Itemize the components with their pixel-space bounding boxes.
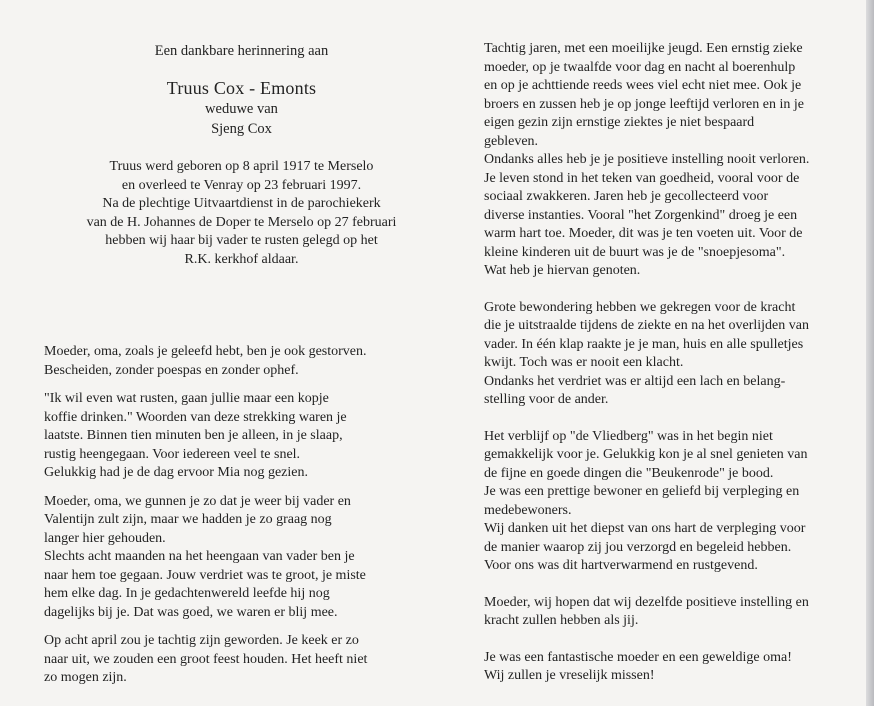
text-line: Tachtig jaren, met een moeilijke jeugd. Een ernstig zieke — [484, 41, 803, 56]
left-paragraph — [44, 632, 439, 688]
text-line: Bescheiden, zonder poespas en zonder ophef. — [44, 362, 299, 378]
bio-line: Na de plechtige Uitvaartdienst in de parochiekerk — [102, 196, 381, 211]
text-line: Je leven stond in het teken van goedheid, vooral voor de — [484, 170, 800, 186]
text-line: naar hem toe gegaan. Jouw verdriet was te groot, je miste — [44, 567, 366, 583]
text-line: zo mogen zijn. — [44, 670, 127, 685]
text-line: Moeder, oma, zoals je geleefd hebt, ben je ook gestorven. — [44, 344, 367, 359]
text-line: Je was een fantastische moeder en een geweldige oma! — [484, 649, 792, 665]
text-line: dagelijks bij je. Dat was goed, we waren er blij mee. — [44, 604, 338, 620]
text-line: diverse instanties. Vooral "het Zorgenkind" droeg je een — [484, 207, 798, 223]
text-line: Wij danken uit het diepst van ons hart de verpleging voor — [484, 521, 806, 536]
right-paragraph — [484, 299, 839, 410]
text-line: koffie drinken." Woorden van deze strekking waren je — [44, 409, 347, 425]
bio-line: R.K. kerkhof aldaar. — [184, 251, 299, 267]
text-line: sociaal zwakkeren. Jaren heb je gecollecteerd voor — [484, 189, 769, 204]
text-line: broers en zussen heb je op jonge leeftijd verloren en in je — [484, 96, 804, 112]
text-line: Voor ons was dit hartverwarmend en rustgevend. — [484, 558, 758, 573]
text-line: Grote bewondering hebben we gekregen voor de kracht — [484, 299, 796, 315]
left-paragraph — [44, 390, 439, 483]
text-line: de fijne en goede dingen die "Beukenrode" je bood. — [484, 465, 774, 481]
text-line: kwijt. Toch was er nooit een klacht. — [484, 355, 684, 370]
text-line: die je uitstraalde tijdens de ziekte en na het overlijden van — [484, 318, 809, 333]
text-line: gemakkelijk voor je. Gelukkig kon je al snel genieten van — [484, 447, 808, 462]
text-line: kleine kinderen uit de buurt was je de "snoepjesoma". — [484, 244, 786, 260]
text-line: naar uit, we zouden een groot feest houden. Het heeft niet — [44, 651, 368, 667]
text-line: de manier waarop zij jou verzorgd en begeleid hebben. — [484, 539, 792, 555]
text-line: hem elke dag. In je gedachtenwereld leefde hij nog — [44, 586, 330, 601]
text-line: Moeder, wij hopen dat wij dezelfde positieve instelling en — [484, 594, 809, 610]
left-paragraph — [44, 343, 439, 380]
text-line: en op je achttiende reeds wees viel echt niet mee. Ook je — [484, 78, 802, 93]
intro-line: Een dankbare herinnering aan — [154, 43, 329, 59]
text-line: Moeder, oma, we gunnen je zo dat je weer bij vader en — [44, 493, 351, 509]
bio-line: Truus werd geboren op 8 april 1917 te Merselo — [109, 159, 374, 174]
text-line: Op acht april zou je tachtig zijn geworden. Je keek er zo — [44, 633, 359, 648]
text-line: eigen gezin zijn ernstige ziektes je niet bespaard — [484, 115, 755, 130]
text-line: "Ik wil even wat rusten, gaan jullie maar een kopje — [44, 391, 329, 406]
text-line: Je was een prettige bewoner en geliefd bij verpleging en — [484, 484, 800, 499]
text-line: Wij zullen je vreselijk missen! — [484, 668, 655, 683]
text-line: moeder, op je twaalfde voor dag en nacht al boerenhulp — [484, 59, 796, 75]
text-line: laatste. Binnen tien minuten ben je alleen, in je slaap, — [44, 428, 343, 443]
text-line: stelling voor de ander. — [484, 392, 609, 407]
right-paragraph — [484, 649, 839, 686]
bio-line: hebben wij haar bij vader te rusten gelegd op het — [105, 233, 378, 248]
right-paragraph — [484, 428, 839, 576]
widow-line: weduwe van — [205, 101, 278, 117]
bio-block — [44, 158, 439, 269]
right-paragraph — [484, 594, 839, 631]
left-column — [44, 40, 439, 688]
text-line: rustig heengegaan. Voor iedereen veel te snel. — [44, 446, 301, 462]
deceased-name: Truus Cox - Emonts — [166, 78, 317, 98]
left-paragraph — [44, 493, 439, 623]
text-line: langer hier gehouden. — [44, 530, 166, 546]
right-paragraph — [484, 40, 839, 281]
husband-name: Sjeng Cox — [211, 121, 272, 137]
text-line: Ondanks het verdriet was er altijd een lach en belang- — [484, 373, 786, 389]
text-line: Slechts acht maanden na het heengaan van vader ben je — [44, 549, 355, 564]
text-line: kracht zullen hebben als jij. — [484, 613, 639, 628]
card-edge — [866, 0, 874, 706]
text-line: Gelukkig had je de dag ervoor Mia nog gezien. — [44, 465, 308, 480]
text-line: gebleven. — [484, 133, 539, 149]
right-column — [484, 40, 839, 686]
bio-line: van de H. Johannes de Doper te Merselo op 27 februari — [86, 214, 397, 230]
text-line: Het verblijf op "de Vliedberg" was in het begin niet — [484, 428, 773, 444]
bio-line: en overleed te Venray op 23 februari 1997. — [121, 177, 362, 193]
text-line: Ondanks alles heb je je positieve instelling nooit verloren. — [484, 152, 810, 167]
text-line: vader. In één klap raakte je je man, huis en alle spulletjes — [484, 336, 804, 352]
text-line: medebewoners. — [484, 502, 572, 518]
text-line: Wat heb je hiervan genoten. — [484, 263, 641, 278]
text-line: warm hart toe. Moeder, dit was je ten voeten uit. Voor de — [484, 226, 803, 241]
text-line: Valentijn zult zijn, maar we hadden je zo graag nog — [44, 512, 332, 527]
